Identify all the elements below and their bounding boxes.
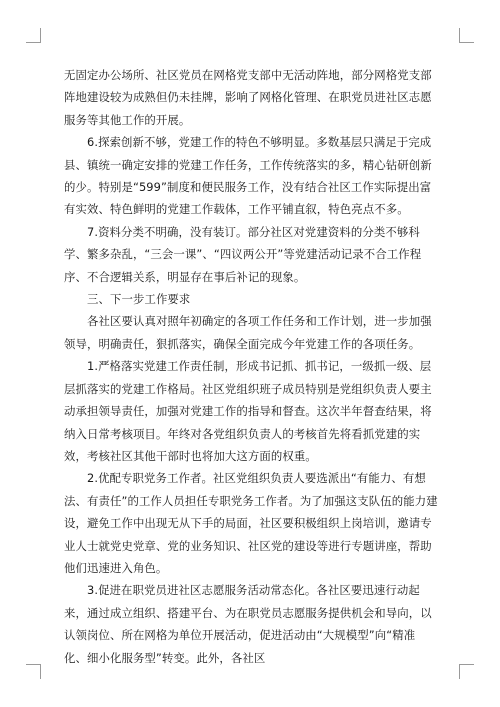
document-page [64,64,438,669]
crop-mark-bottom-left [26,664,41,679]
paragraph-requirement-3: 3.促进在职党员进社区志愿服务活动常态化。各社区要迅速行动起来，通过成立组织、搭建平台、为在职党员志愿服务提供机会和导向，以认领岗位、所在网格为单位开展活动，促进活动由“大规模型”向“精准化、细小化服务型”转变。此外，各社区 [64,583,432,665]
paragraph-item-7: 7.资料分类不明确，没有装订。部分社区对党建资料的分类不够科学、繁多杂乱，“三会一课”、“四议两公开”等党建活动记录不合工作程序、不合逻辑关系，明显存在事后补记的现象。 [64,224,422,284]
paragraph-requirement-2: 2.优配专职党务工作者。社区党组织负责人要选派出“有能力、有想法、有责任”的工作人员担任专职党务工作者。为了加强这支队伍的能力建设，避免工作中出现无从下手的局面，社区要积极组织上岗培训，邀请专业人士就党史党章、党的业务知识、社区党的建设等进行专题讲座，帮助他们迅速进入角色。 [64,471,438,575]
section-heading: 三、下一步工作要求 [87,292,191,307]
paragraph-requirement-1: 1.严格落实党建工作责任制，形成书记抓、抓书记，一级抓一级、层层抓落实的党建工作格局。社区党组织班子成员特别是党组织负责人要主动承担领导责任，加强对党建工作的指导和督查。这次半年督查结果，将纳入日常考核项目。年终对各党组织负责人的考核首先将看抓党建的实效，考核社区其他干部时也将加大这方面的权重。 [64,359,432,463]
paragraph-continuation: 无固定办公场所、社区党员在网格党支部中无活动阵地，部分网格党支部阵地建设较为成熟但仍未挂牌，影响了网格化管理、在职党员进社区志愿服务等其他工作的开展。 [64,68,432,127]
paragraph-intro: 各社区要认真对照年初确定的各项工作任务和工作计划，进一步加强领导，明确责任，狠抓落实，确保全面完成今年党建工作的各项任务。 [64,314,432,351]
paragraph-item-6: 6.探索创新不够，党建工作的特色不够明显。多数基层只满足于完成县、镇统一确定安排的党建工作任务，工作传统落实的多，精心钻研创新的少。特别是“599”制度和便民服务工作，没有结合社区工作实际提出富有实效、特色鲜明的党建工作载体，工作平铺直叙，特色亮点不多。 [64,135,432,217]
crop-mark-top-right [459,28,474,43]
crop-mark-top-left [26,28,41,43]
crop-mark-bottom-right [459,664,474,679]
